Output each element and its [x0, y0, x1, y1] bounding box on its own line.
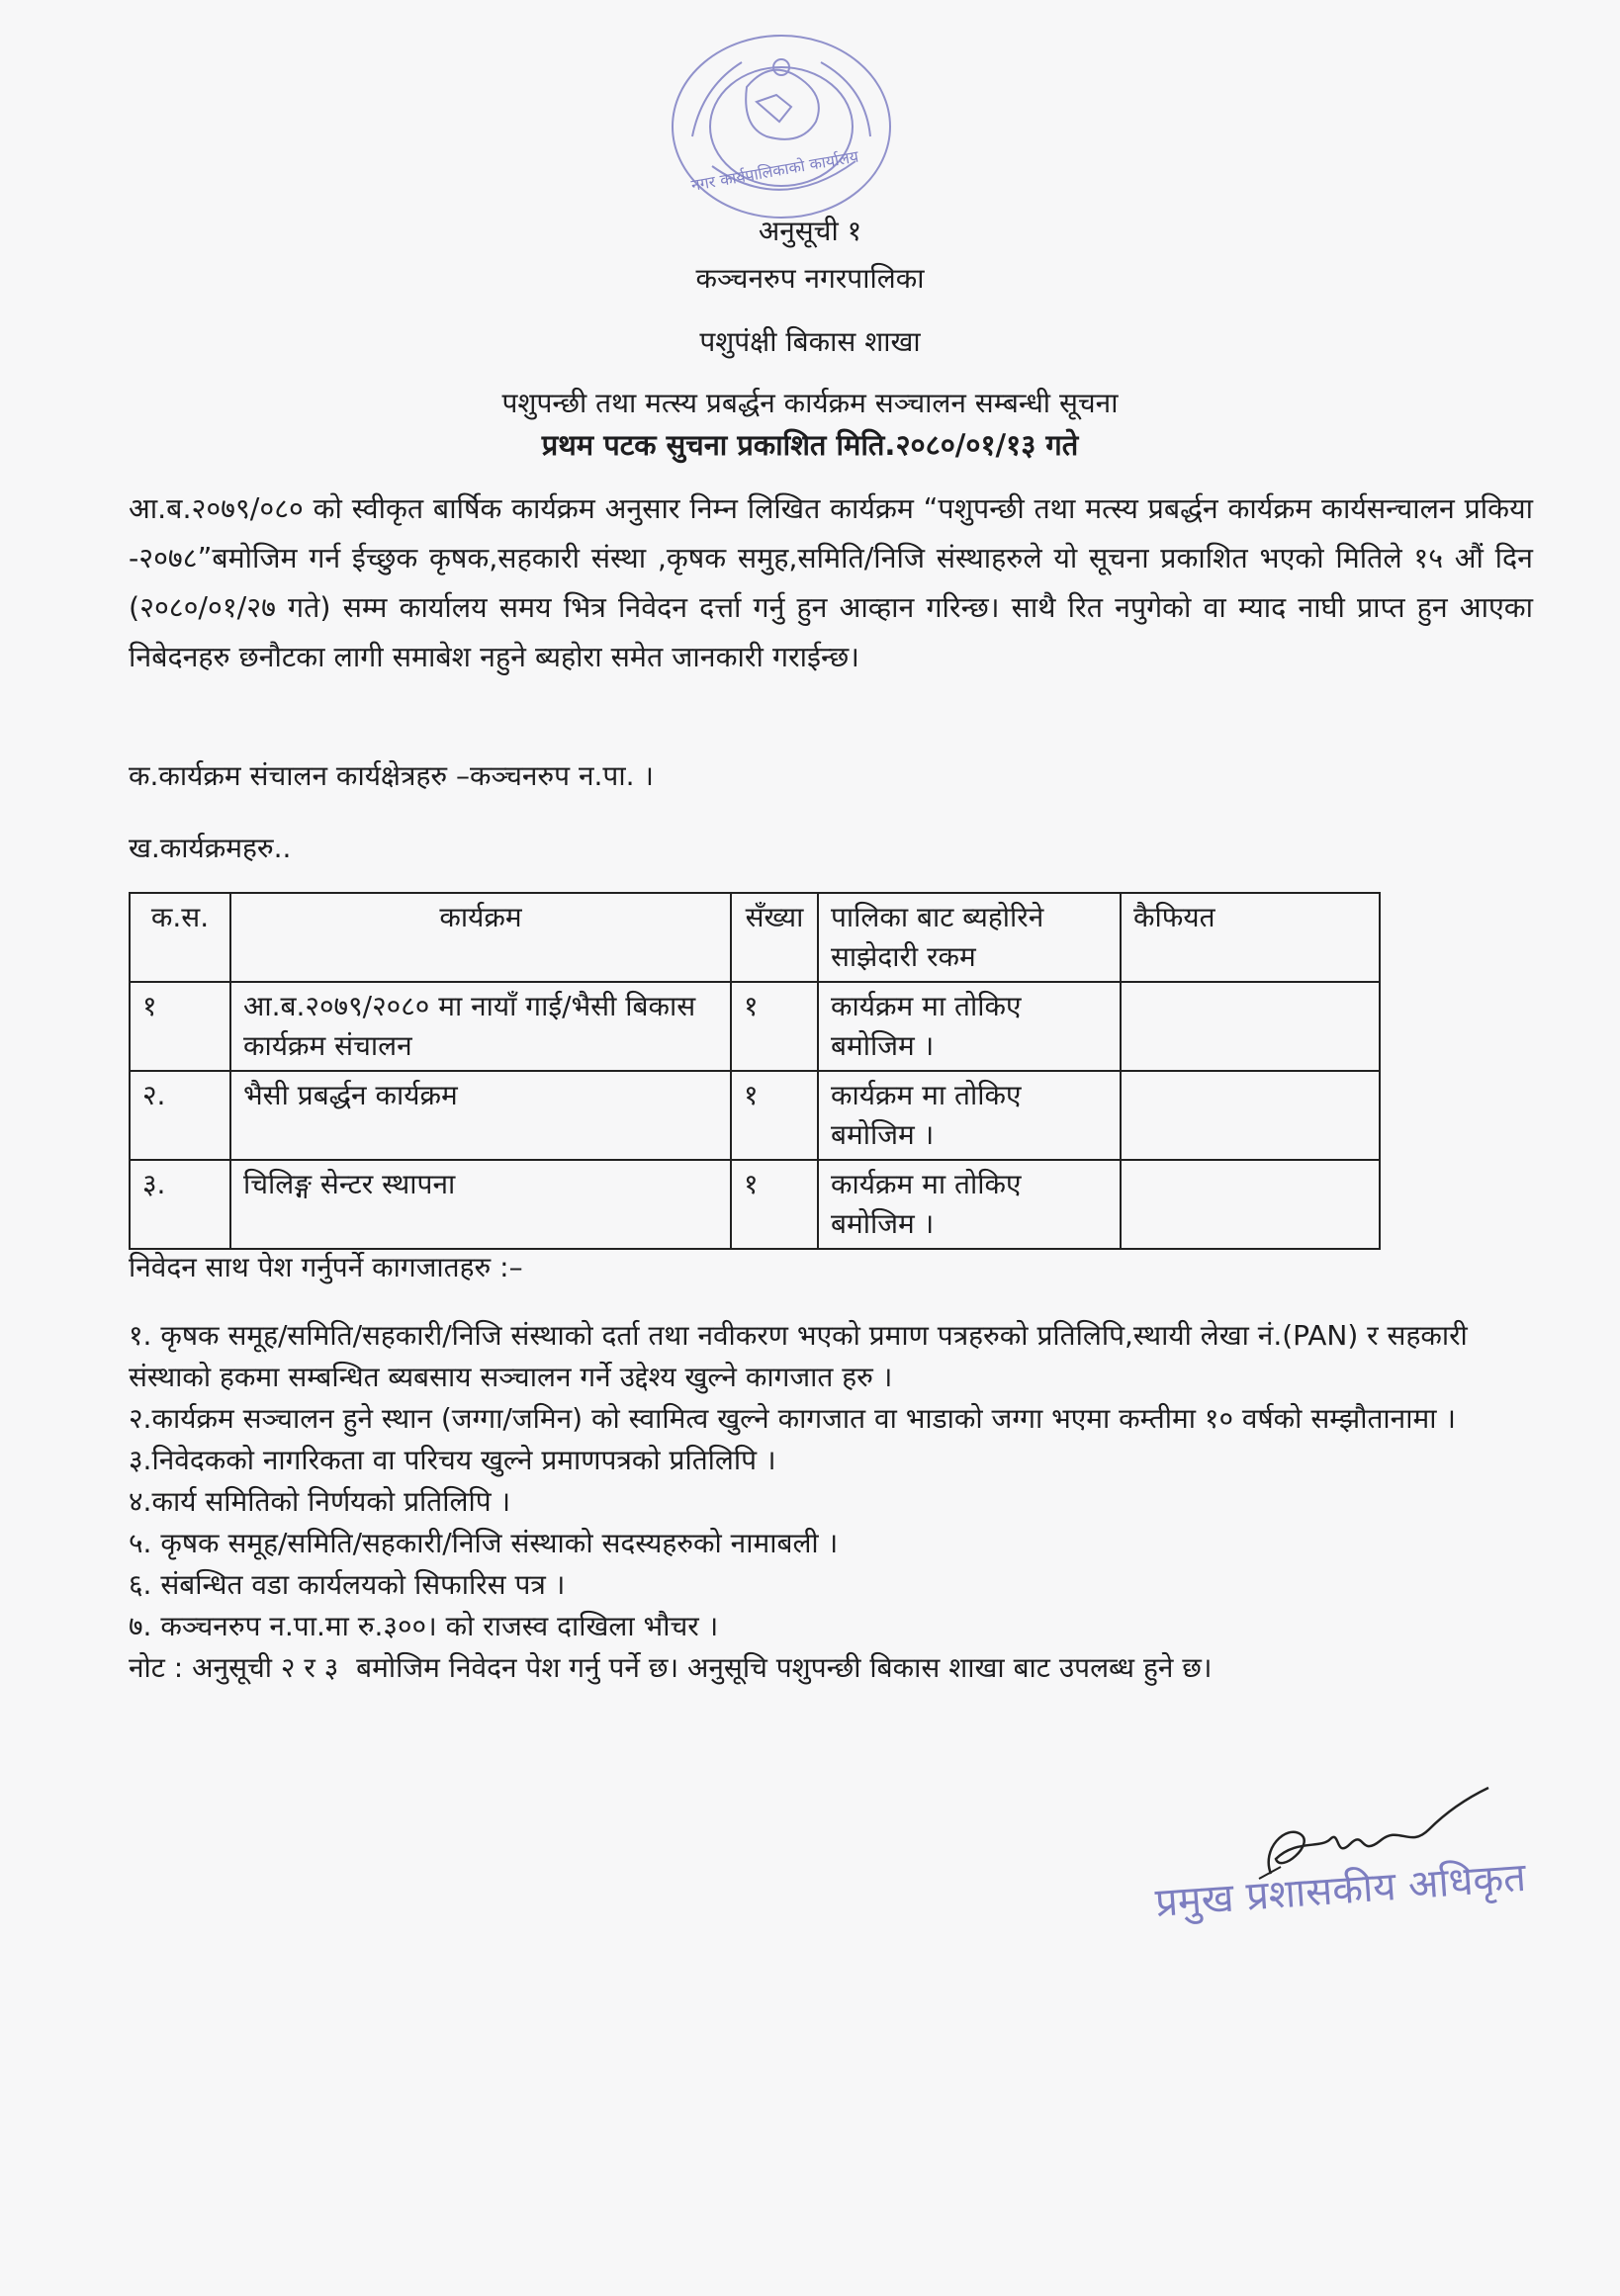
header-count: सँख्या	[731, 893, 818, 982]
documents-title: निवेदन साथ पेश गर्नुपर्ने कागजातहरु :–	[129, 1251, 523, 1283]
row-share: कार्यक्रम मा तोकिए बमोजिम ।	[818, 1071, 1121, 1160]
programs-table	[129, 892, 1381, 1250]
branch-name: पशुपंक्षी बिकास शाखा	[699, 325, 921, 358]
table-row	[130, 1160, 1380, 1249]
row-sn: ३.	[130, 1160, 230, 1249]
row-remarks	[1121, 1071, 1380, 1160]
svg-text:नगर कार्यपालिकाको कार्यालय: नगर कार्यपालिकाको कार्यालय	[689, 146, 860, 195]
list-item: ५. कृषक समूह/समिति/सहकारी/निजि संस्थाको सदस्यहरुको नामाबली ।	[129, 1527, 839, 1559]
header-share: पालिका बाट ब्यहोरिने साझेदारी रकम	[818, 893, 1121, 982]
table-row	[130, 1071, 1380, 1160]
row-count: १	[731, 1071, 818, 1160]
header-remarks: कैफियत	[1121, 893, 1380, 982]
row-share: कार्यक्रम मा तोकिए बमोजिम ।	[818, 982, 1121, 1071]
row-count: १	[731, 1160, 818, 1249]
row-program: भैसी प्रबर्द्धन कार्यक्रम	[230, 1071, 731, 1160]
row-sn: २.	[130, 1071, 230, 1160]
notice-paragraph: आ.ब.२०७९/०८० को स्वीकृत बार्षिक कार्यक्रम अनुसार निम्न लिखित कार्यक्रम “पशुपन्छी तथा मत्स्य प्रबर्द्धन कार्यक्रम कार्यसन्चालन प्रकिया -२०७८”बमोजिम गर्न ईच्छुक कृषक,सहकारी संस्था ,कृषक समुह,समिति/निजि संस्थाहरुले यो सूचना प्रकाशित भएको मितिले १५ औं दिन (२०८०/०१/२७ गते) सम्म कार्यालय समय भित्र निवेदन दर्त्ता गर्नु हुन आव्हान गरिन्छ। साथै रित नपुगेको वा म्याद नाघी प्राप्त हुन आएका निबेदनहरु छनौटका लागी समाबेश नहुने ब्यहोरा समेत जानकारी गराईन्छ।	[129, 492, 1533, 673]
programs-heading: ख.कार्यक्रमहरु..	[129, 832, 292, 864]
header-sn: क.स.	[130, 893, 230, 982]
row-remarks	[1121, 1160, 1380, 1249]
row-share: कार्यक्रम मा तोकिए बमोजिम ।	[818, 1160, 1121, 1249]
publication-date: प्रथम पटक सुचना प्रकाशित मिति.२०८०/०१/१३ गते	[541, 428, 1079, 462]
row-count: १	[731, 982, 818, 1071]
annex-label: अनुसूची १	[758, 215, 862, 247]
list-item: ४.कार्य समितिको निर्णयको प्रतिलिपि ।	[129, 1485, 511, 1518]
municipality-name: कञ्चनरुप नगरपालिका	[695, 262, 925, 295]
list-item: ३.निवेदकको नागरिकता वा परिचय खुल्ने प्रमाणपत्रको प्रतिलिपि ।	[129, 1444, 776, 1476]
list-item: ६. संबन्धित वडा कार्यलयको सिफारिस पत्र ।	[129, 1568, 566, 1601]
documents-list	[129, 1315, 1543, 1689]
program-area: क.कार्यक्रम संचालन कार्यक्षेत्रहरु –कञ्चनरुप न.पा. ।	[129, 759, 654, 792]
header-program: कार्यक्रम	[230, 893, 731, 982]
officer-stamp: प्रमुख प्रशासकीय अधिकृत	[1153, 1854, 1528, 1926]
note: नोट : अनुसूची २ र ३ ‌ बमोजिम निवेदन पेश गर्नु पर्ने छ। अनुसूचि पशुपन्छी बिकास शाखा बाट उपलब्ध हुने छ।	[129, 1651, 1213, 1684]
row-program: आ.ब.२०७९/२०८० मा नायाँ गाई/भैसी बिकास कार्यक्रम संचालन	[230, 982, 731, 1071]
row-sn: १	[130, 982, 230, 1071]
list-item: २.कार्यक्रम सञ्चालन हुने स्थान (जग्गा/जमिन) को स्वामित्व खुल्ने कागजात वा भाडाको जग्गा भएमा कम्तीमा १० वर्षको सम्झौतानामा ।	[129, 1402, 1456, 1435]
row-program: चिलिङ्ग सेन्टर स्थापना	[230, 1160, 731, 1249]
table-header-row	[130, 893, 1380, 982]
table-row	[130, 982, 1380, 1071]
list-item: ७. कञ्चनरुप न.पा.मा रु.३००। को राजस्व दाखिला भौचर ।	[129, 1610, 719, 1642]
notice-subject: पशुपन्छी तथा मत्स्य प्रबर्द्धन कार्यक्रम सञ्चालन सम्बन्धी सूचना	[501, 387, 1119, 419]
list-item: १. कृषक समूह/समिति/सहकारी/निजि संस्थाको दर्ता तथा नवीकरण भएको प्रमाण पत्रहरुको प्रतिलिपि,स्थायी लेखा नं.(PAN) र सहकारी संस्थाको हकमा सम्बन्धित ब्यबसाय सञ्चालन गर्ने उद्देश्य खुल्ने कागजात हरु ।	[129, 1319, 1468, 1393]
row-remarks	[1121, 982, 1380, 1071]
